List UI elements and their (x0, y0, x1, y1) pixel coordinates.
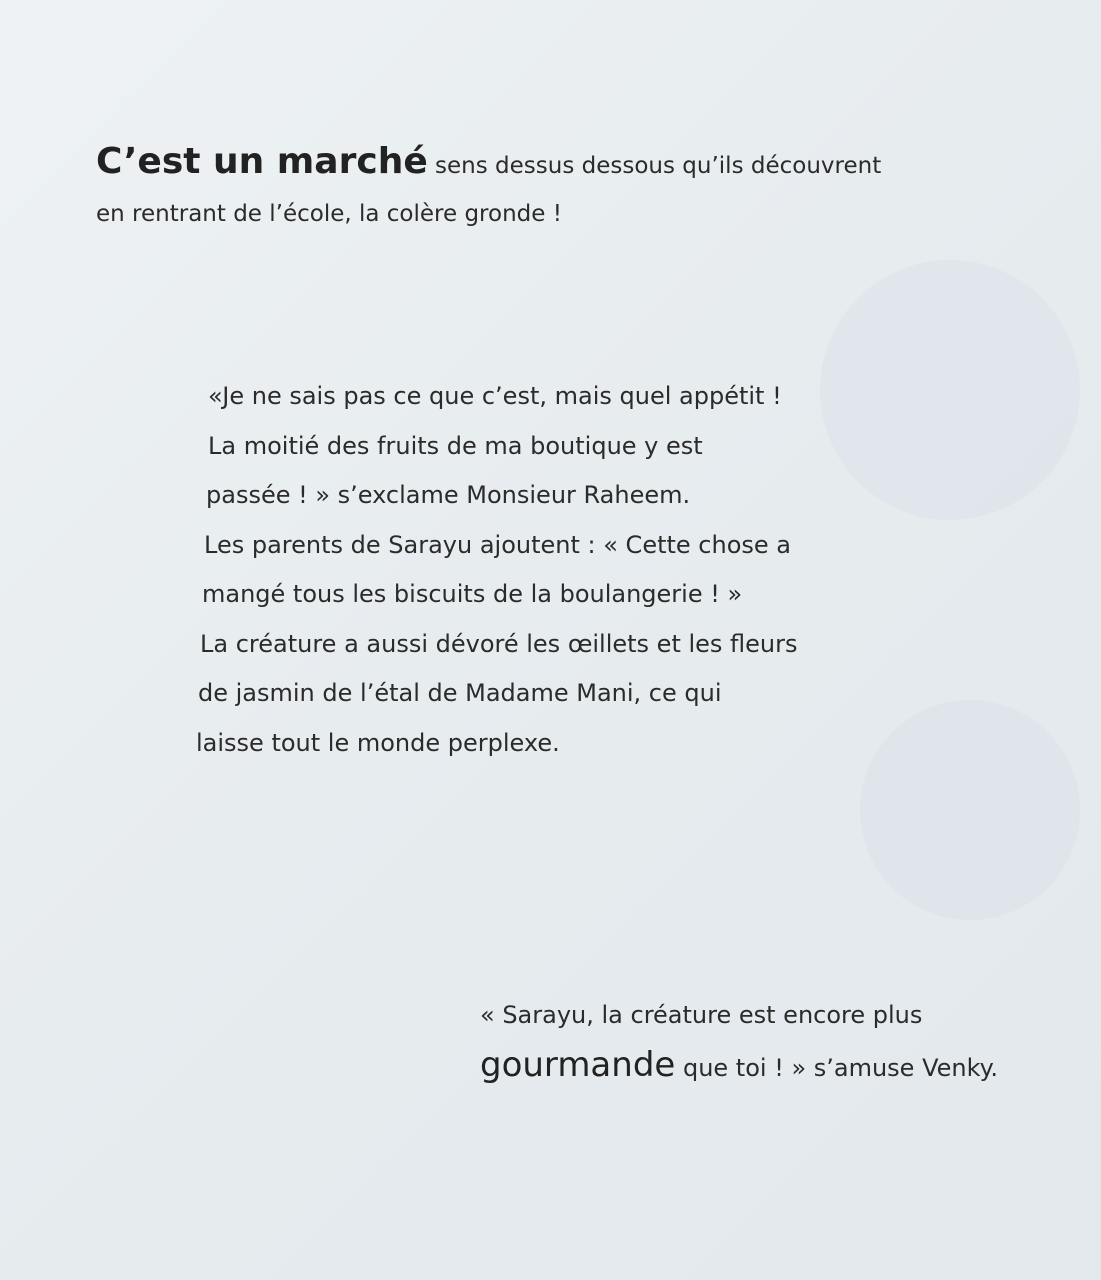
middle-line: laisse tout le monde perplexe. (196, 728, 560, 757)
closing-paragraph (480, 990, 998, 1093)
middle-line: Les parents de Sarayu ajoutent : « Cette chose a (204, 530, 791, 559)
middle-line: La moitié des fruits de ma boutique y est (208, 431, 703, 460)
middle-line: mangé tous les biscuits de la boulangerie ! » (202, 580, 743, 608)
intro-lead-text: C’est un marché (96, 141, 428, 182)
closing-line-1: « Sarayu, la créature est encore plus (480, 1001, 923, 1029)
intro-line-1 (96, 138, 881, 190)
emphasis-word: gourmande (480, 1045, 676, 1085)
closing-line-2 (480, 1040, 998, 1093)
middle-line: La créature a aussi dévoré les œillets et les fleurs (200, 629, 798, 658)
intro-line-1-rest: sens dessus dessous qu’ils découvrent (427, 153, 882, 179)
intro-line-2: en rentrant de l’école, la colère gronde ! (96, 201, 562, 227)
middle-line: passée ! » s’exclame Monsieur Raheem. (206, 481, 691, 509)
intro-paragraph (96, 138, 881, 238)
closing-line-2-rest: que toi ! » s’amuse Venky. (675, 1054, 999, 1082)
background-illustration-faint (820, 260, 1080, 520)
middle-line: «Je ne sais pas ce que c’est, mais quel appétit ! (208, 382, 782, 410)
middle-paragraph (196, 372, 798, 768)
background-illustration-faint (860, 700, 1080, 920)
middle-line: de jasmin de l’étal de Madame Mani, ce qui (198, 679, 722, 707)
